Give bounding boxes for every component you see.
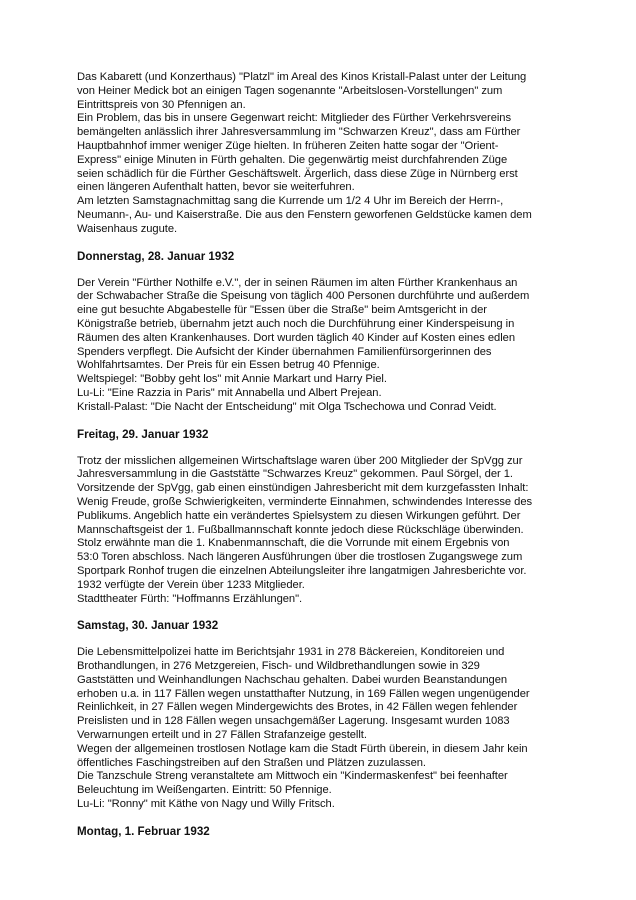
paragraph-jan30: Die Lebensmittelpolizei hatte im Berichtsjahr 1931 in 278 Bäckereien, Konditoreien und Brothandlungen, in 276 Metzgereien, Fisch- und Wildbrethandlungen sowie in 329 Gaststätten und Weinhandlungen Nachschau gehalten. Dabei wurden Beanstandungen erhoben u.a. in 117 Fällen wegen unstatthafter Nutzung, in 169 Fällen wegen ungenügender Reinlichkeit, in 27 Fällen wegen Mindergewichts des Brotes, in 42 Fällen wegen fehlender Preislisten und in 128 Fällen wegen unsachgemäßer Lagerung. Insgesamt wurden 1083 Verwarnungen erteilt und in 27 Fällen Strafanzeige gestellt. Wegen der allgemeinen trostlosen Notlage kam die Stadt Fürth überein, in diesem Jahr kein öffentliches Faschingstreiben auf den Straßen und Plätzen zuzulassen. Die Tanzschule Streng veranstaltete am Mittwoch ein "Kindermaskenfest" bei feenhafter Beleuchtung im Weißengarten. Eintritt: 50 Pfennige. Lu-Li: "Ronny" mit Käthe von Nagy und Willy Fritsch. [77, 646, 530, 811]
intro-paragraph: Das Kabarett (und Konzerthaus) "Platzl" im Areal des Kinos Kristall-Palast unter der Leitung von Heiner Medick bot an einigen Tagen sogenannte "Arbeitslosen-Vorstellungen" zum Eintrittspreis von 30 Pfennigen an. Ein Problem, das bis in unsere Gegenwart reicht: Mitglieder des Fürther Verkehrsvereins bemängelten anlässlich ihrer Jahresversammlung im "Schwarzen Kreuz", dass am Fürther Hauptbahnhof immer weniger Züge hielten. In früheren Zeiten hatte sogar der "Orient- Express" einige Minuten in Fürth gehalten. Die gegenwärtig meist durchfahrenden Züge seien schädlich für die Fürther Geschäftswelt. Ärgerlich, dass diese Züge in Nürnberg erst einen längeren Aufenthalt hatten, bevor sie weiterfuhren. Am letzten Samstagnachmittag sang die Kurrende um 1/2 4 Uhr im Bereich der Herrn-, Neumann-, Au- und Kaiserstraße. Die aus den Fenstern geworfenen Geldstücke kamen dem Waisenhaus zugute. [77, 71, 532, 235]
paragraph-jan28: Der Verein "Fürther Nothilfe e.V.", der in seinen Räumen im alten Fürther Krankenhaus an der Schwabacher Straße die Speisung von täglich 400 Personen durchführte und außerdem eine gut besuchte Abgabestelle für "Essen über die Straße" beim Amtsgericht in der Königstraße betrieb, übernahm jetzt auch noch die Durchführung einer Kinderspeisung in Räumen des alten Krankenhauses. Dort wurden täglich 40 Kinder auf Kosten eines edlen Spenders verpflegt. Die Aufsicht der Kinder übernahmen Familienfürsorgerinnen des Wohlfahrtsamtes. Der Preis für ein Essen betrug 40 Pfennige. Weltspiegel: "Bobby geht los" mit Annie Markart und Harry Piel. Lu-Li: "Eine Razzia in Paris" mit Annabella und Albert Prejean. Kristall-Palast: "Die Nacht der Entscheidung" mit Olga Tschechowa und Conrad Veidt. [77, 276, 530, 413]
heading-jan30: Samstag, 30. Januar 1932 [77, 619, 219, 633]
heading-jan29: Freitag, 29. Januar 1932 [77, 427, 209, 441]
paragraph-jan29: Trotz der misslichen allgemeinen Wirtschaftslage waren über 200 Mitglieder der SpVgg zur Jahresversammlung in die Gaststätte "Schwarzes Kreuz" gekommen. Paul Sörgel, der 1. Vorsitzende der SpVgg, gab einen einstündigen Jahresbericht mit dem kurzgefassten Inhalt: Wenig Freude, große Schwierigkeiten, verminderte Einnahmen, schwindendes Interesse des Publikums. Angeblich hatte ein verändertes Spielsystem zu diesen Wirkungen geführt. Der Mannschaftsgeist der 1. Fußballmannschaft konnte jedoch diese Rückschläge überwinden. Stolz erwähnte man die 1. Knabenmannschaft, die die Vorrunde mit einem Ergebnis von 53:0 Toren abschloss. Nach längeren Ausführungen über die trostlosen Zugangswege zum Sportpark Ronhof trugen die einzelnen Abteilungsleiter ihre langatmigen Jahresberichte vor. 1932 verfügte der Verein über 1233 Mitglieder. Stadttheater Fürth: "Hoffmanns Erzählungen". [77, 454, 533, 605]
heading-jan28: Donnerstag, 28. Januar 1932 [77, 249, 235, 263]
heading-feb01: Montag, 1. Februar 1932 [77, 824, 210, 838]
